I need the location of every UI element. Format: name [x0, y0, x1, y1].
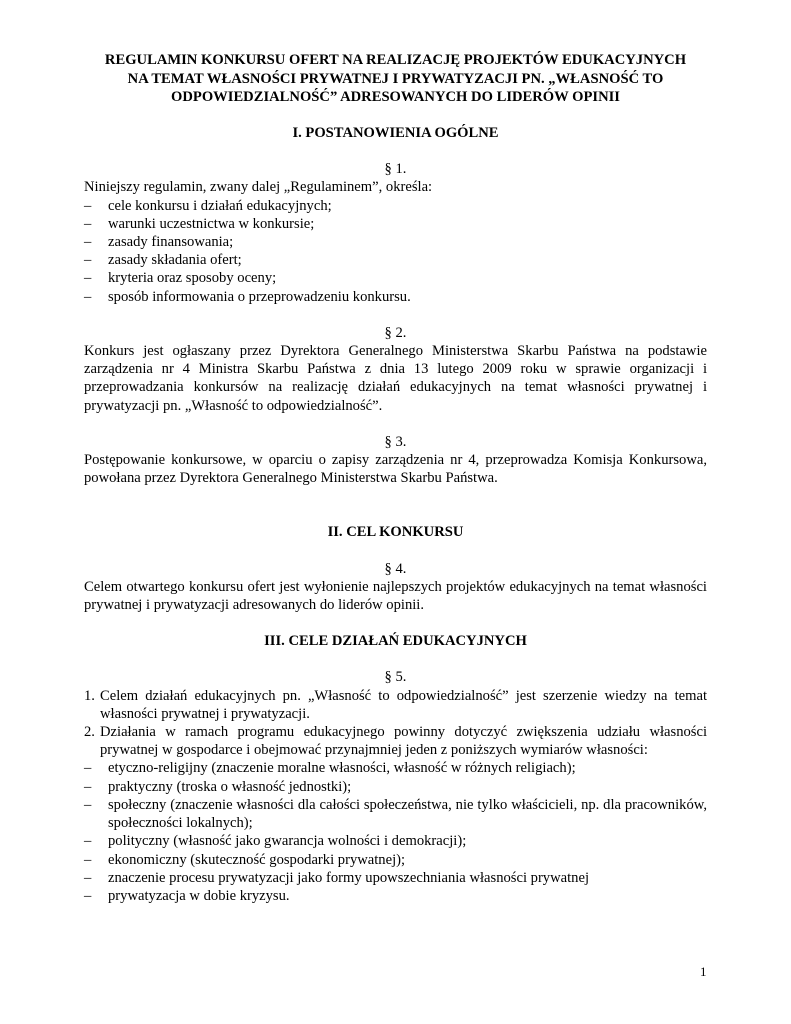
item-number: 2. — [84, 724, 95, 741]
list-item: – zasady składania ofert; — [84, 252, 242, 269]
paragraph-3-text: Postępowanie konkursowe, w oparciu o zapisy zarządzenia nr 4, przeprowadza Komisja Konkursowa, powołana przez Dyrektora Generalnego Ministerstwa Skarbu Państwa. — [84, 452, 707, 487]
paragraph-mark-4: § 4. — [384, 560, 407, 577]
title-line-3: ODPOWIEDZIALNOŚĆ” ADRESOWANYCH DO LIDERÓW OPINII — [171, 89, 620, 105]
section-heading-2: II. CEL KONKURSU — [327, 524, 464, 541]
section-heading-1: I. POSTANOWIENIA OGÓLNE — [292, 125, 499, 141]
list-item: – warunki uczestnictwa w konkursie; — [84, 215, 315, 232]
dash-bullet: – — [84, 778, 92, 795]
item-number: 1. — [84, 687, 95, 704]
numbered-item: 2. Działania w ramach programu edukacyjnego powinny dotyczyć zwiększenia udziału własności prywatnej w gospodarce i obejmować przynajmniej jeden z poniższych wymiarów własności: — [84, 724, 707, 759]
list-item: – kryteria oraz sposoby oceny; — [84, 270, 277, 287]
list-item: – praktyczny (troska o własność jednostki); — [84, 778, 352, 795]
dash-bullet: – — [84, 796, 92, 813]
list-item: – polityczny (własność jako gwarancja wolności i demokracji); — [84, 833, 467, 850]
list-item: – etyczno-religijny (znaczenie moralne własności, własność w różnych religiach); — [84, 760, 576, 777]
dash-bullet: – — [84, 833, 92, 850]
page-number: 1 — [700, 964, 707, 979]
document-body — [84, 124, 707, 905]
paragraph-5-numbered-list — [84, 687, 707, 760]
section-heading-3: III. CELE DZIAŁAŃ EDUKACYJNYCH — [264, 633, 527, 650]
list-item: – sposób informowania o przeprowadzeniu konkursu. — [84, 288, 411, 305]
dash-bullet: – — [84, 288, 92, 305]
dash-bullet: – — [84, 252, 92, 269]
paragraph-mark-5: § 5. — [384, 669, 407, 686]
dash-bullet: – — [84, 197, 92, 214]
paragraph-mark-2: § 2. — [384, 324, 407, 341]
paragraph-1-intro: Niniejszy regulamin, zwany dalej „Regulaminem”, określa: — [84, 179, 433, 196]
list-item: – prywatyzacja w dobie kryzysu. — [84, 887, 290, 904]
title-line-1: REGULAMIN KONKURSU OFERT NA REALIZACJĘ PROJEKTÓW EDUKACYJNYCH — [104, 52, 687, 68]
paragraph-2-text: Konkurs jest ogłaszany przez Dyrektora Generalnego Ministerstwa Skarbu Państwa na podstawie zarządzenia nr 4 Ministra Skarbu Państwa z dnia 13 lutego 2009 roku w sprawie organizacji i przeprowadzania konkursów na realizację działań edukacyjnych na temat własności prywatnej i prywatyzacji pn. „Własność to odpowiedzialność”. — [84, 343, 707, 414]
dash-bullet: – — [84, 270, 92, 287]
paragraph-5-dimensions-list — [84, 759, 707, 905]
list-item: – znaczenie procesu prywatyzacji jako formy upowszechniania własności prywatnej — [84, 869, 589, 886]
dash-bullet: – — [84, 887, 92, 904]
dash-bullet: – — [84, 215, 92, 232]
paragraph-1-list — [84, 197, 707, 306]
numbered-item: 1. Celem działań edukacyjnych pn. „Własność to odpowiedzialność” jest szerzenie wiedzy na temat własności prywatnej i prywatyzacji. — [84, 687, 707, 722]
list-item: – cele konkursu i działań edukacyjnych; — [84, 197, 332, 214]
document-title — [84, 51, 707, 107]
dash-bullet: – — [84, 851, 92, 868]
paragraph-4-text: Celem otwartego konkursu ofert jest wyłonienie najlepszych projektów edukacyjnych na temat własności prywatnej i prywatyzacji adresowanych do liderów opinii. — [84, 578, 707, 614]
list-item: – ekonomiczny (skuteczność gospodarki prywatnej); — [84, 851, 406, 868]
dash-bullet: – — [84, 869, 92, 886]
title-line-2: NA TEMAT WŁASNOŚCI PRYWATNEJ I PRYWATYZACJI PN. „WŁASNOŚĆ TO — [127, 70, 664, 87]
paragraph-mark-3: § 3. — [384, 433, 407, 450]
dash-bullet: – — [84, 760, 92, 777]
paragraph-mark-1: § 1. — [384, 161, 407, 178]
dash-bullet: – — [84, 234, 92, 251]
list-item: – zasady finansowania; — [84, 234, 234, 251]
list-item: – społeczny (znaczenie własności dla całości społeczeństwa, nie tylko właścicieli, np. dla pracowników, społeczności lokalnych); — [84, 796, 707, 832]
